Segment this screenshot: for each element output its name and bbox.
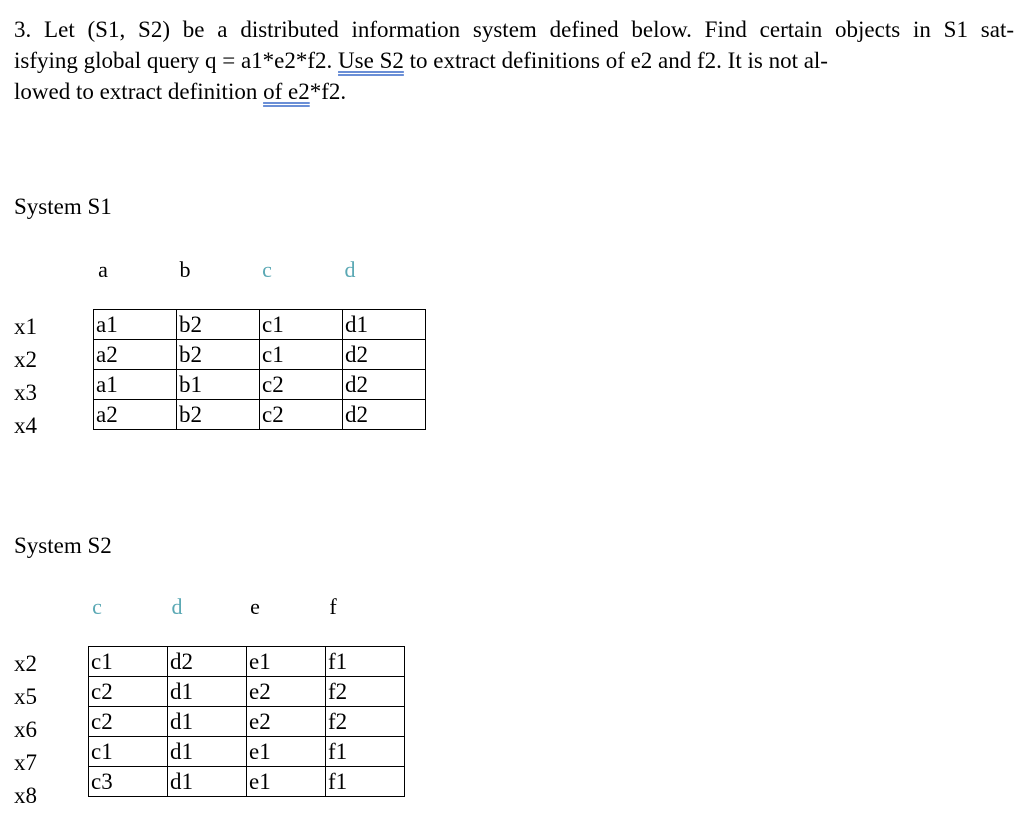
- s1-cell: d2: [343, 400, 426, 430]
- s2-cell: f2: [326, 677, 405, 707]
- s2-cell: c2: [89, 707, 168, 737]
- s2-row-label-x7: x7: [14, 750, 37, 775]
- of-e2-phrase: of e2: [263, 79, 310, 104]
- table-row: [89, 677, 405, 707]
- system-s1-title: System S1: [14, 194, 112, 219]
- table-row: [89, 647, 405, 677]
- table-row: [94, 370, 426, 400]
- s2-cell: f1: [326, 767, 405, 797]
- problem-line-2: [14, 45, 1014, 76]
- problem-statement: [14, 14, 1014, 107]
- s2-cell: d2: [168, 647, 247, 677]
- problem-line-3-end: *f2.: [309, 79, 347, 104]
- s2-cell: e1: [247, 737, 326, 767]
- s1-cell: a1: [94, 310, 177, 340]
- system-s2-table: [88, 646, 405, 797]
- problem-line-2-start: isfying global query q = a1*e2*f2.: [14, 48, 339, 73]
- problem-line-3-start: lowed to extract definition: [14, 79, 264, 104]
- s2-cell: d1: [168, 677, 247, 707]
- s1-col-header-a: a: [98, 257, 108, 282]
- s1-cell: c1: [260, 310, 343, 340]
- s2-row-label-x6: x6: [14, 717, 37, 742]
- s2-col-header-d: d: [171, 594, 183, 619]
- s2-cell: c2: [89, 677, 168, 707]
- s1-cell: a1: [94, 370, 177, 400]
- s1-cell: c2: [260, 370, 343, 400]
- s2-cell: e2: [247, 707, 326, 737]
- s2-cell: f1: [326, 737, 405, 767]
- s1-cell: d2: [343, 370, 426, 400]
- s1-cell: b2: [177, 340, 260, 370]
- s1-cell: b2: [177, 310, 260, 340]
- s2-cell: c3: [89, 767, 168, 797]
- s1-row-label-x4: x4: [14, 413, 37, 438]
- s1-col-header-b: b: [179, 257, 191, 282]
- s1-row-label-x1: x1: [14, 314, 37, 339]
- table-row: [89, 737, 405, 767]
- table-row: [94, 400, 426, 430]
- system-s2-title: System S2: [14, 533, 112, 558]
- problem-line-2-end: to extract definitions of e2 and f2. It is not al-: [403, 48, 828, 73]
- s2-cell: d1: [168, 767, 247, 797]
- s2-cell: e1: [247, 647, 326, 677]
- s2-cell: d1: [168, 737, 247, 767]
- s2-col-header-c: c: [92, 594, 102, 619]
- s2-cell: d1: [168, 707, 247, 737]
- s1-cell: d1: [343, 310, 426, 340]
- s2-cell: e2: [247, 677, 326, 707]
- use-s2-phrase: Use S2: [338, 48, 404, 73]
- s2-row-label-x2: x2: [14, 651, 37, 676]
- s1-cell: c2: [260, 400, 343, 430]
- s1-cell: a2: [94, 400, 177, 430]
- system-s1-table: [93, 309, 426, 430]
- s1-cell: a2: [94, 340, 177, 370]
- table-row: [89, 767, 405, 797]
- s1-row-label-x3: x3: [14, 380, 37, 405]
- s2-col-header-f: f: [329, 594, 337, 619]
- problem-line-3: [14, 76, 1014, 107]
- table-row: [89, 707, 405, 737]
- s1-col-header-d: d: [344, 257, 356, 282]
- s2-cell: c1: [89, 647, 168, 677]
- s2-cell: f1: [326, 647, 405, 677]
- s2-col-header-e: e: [250, 594, 260, 619]
- s1-cell: b2: [177, 400, 260, 430]
- table-row: [94, 340, 426, 370]
- s2-row-label-x5: x5: [14, 684, 37, 709]
- s2-row-label-x8: x8: [14, 783, 37, 808]
- s1-row-label-x2: x2: [14, 347, 37, 372]
- s1-cell: c1: [260, 340, 343, 370]
- problem-line-1: 3. Let (S1, S2) be a distributed information system defined below. Find certain objects in S1 sat-: [14, 17, 1014, 42]
- table-row: [94, 310, 426, 340]
- s2-cell: f2: [326, 707, 405, 737]
- s1-col-header-c: c: [262, 257, 272, 282]
- s2-cell: e1: [247, 767, 326, 797]
- s2-cell: c1: [89, 737, 168, 767]
- s1-cell: d2: [343, 340, 426, 370]
- s1-cell: b1: [177, 370, 260, 400]
